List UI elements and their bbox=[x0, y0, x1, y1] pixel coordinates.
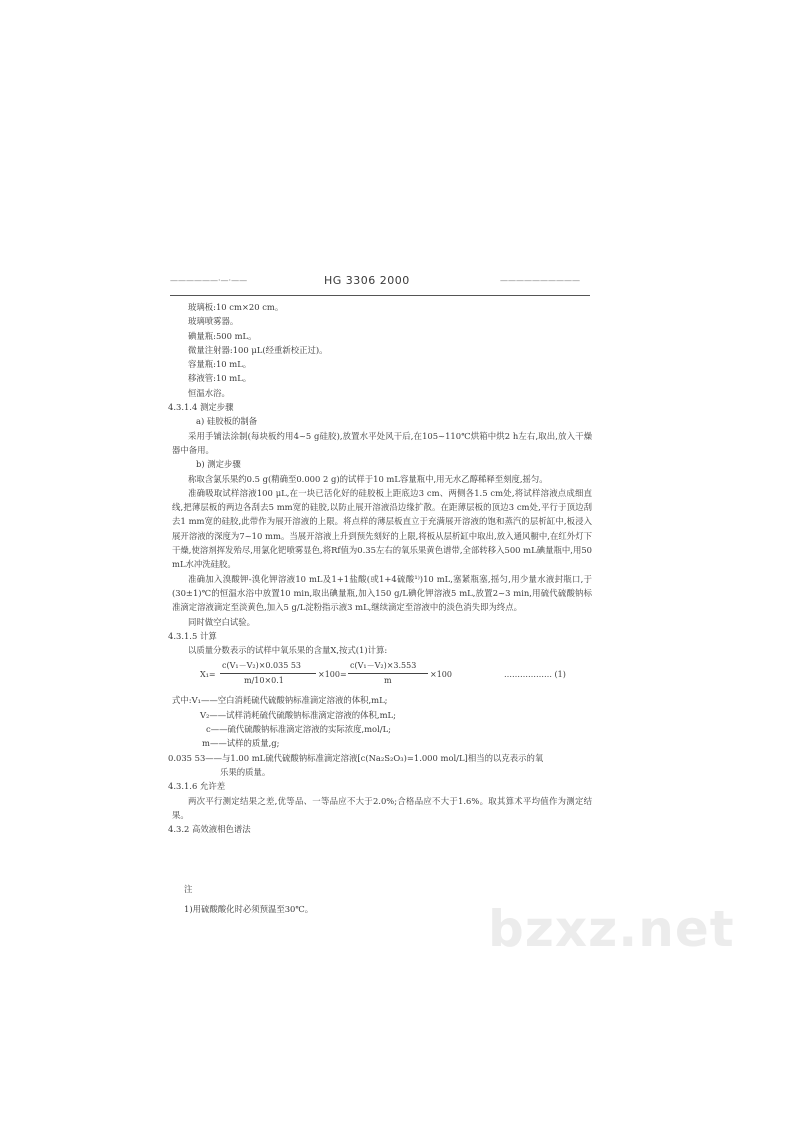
footnote-text: 1)用硫酸酸化时必须预温至30℃。 bbox=[184, 904, 314, 914]
legend-item: c——硫代硫酸钠标准滴定溶液的实际浓度,mol/L; bbox=[206, 724, 391, 735]
apparatus-item: 碘量瓶:500 mL。 bbox=[188, 330, 257, 341]
apparatus-item: 玻璃喷雾器。 bbox=[188, 316, 239, 327]
legend-item: 式中:V₁——空白消耗硫代硫酸钠标准滴定溶液的体积,mL; bbox=[172, 695, 388, 706]
paragraph: 同时做空白试验。 bbox=[188, 616, 255, 627]
formula-denominator: m bbox=[384, 676, 392, 686]
formula-tail: ×100 bbox=[430, 670, 452, 680]
header-right-rule: —————————— bbox=[500, 276, 580, 285]
legend-item: 0.035 53——与1.00 mL硫代硫酸钠标准滴定溶液[c(Na₂S₂O₃)=1.000 mol/L]相当的以克表示的氧 bbox=[168, 752, 544, 763]
formula-denominator: m/10×0.1 bbox=[244, 676, 284, 686]
section-heading: 4.3.2 高效液相色谱法 bbox=[168, 824, 251, 835]
section-heading: 4.3.1.5 计算 bbox=[168, 630, 217, 641]
document-body bbox=[168, 300, 592, 836]
paragraph: 称取含氯乐果约0.5 g(精确至0.000 2 g)的试样于10 mL容量瓶中,用无水乙醇稀释至刻度,摇匀。 bbox=[188, 473, 548, 484]
footnote bbox=[184, 879, 313, 919]
paragraph: 准确吸取试样溶液100 μL,在一块已活化好的硅胶板上距底边3 cm、两侧各1.5 cm处,将试样溶液点成细直线,把薄层板的两边各刮去5 mm宽的硅胶,以防止展开溶液沿边缘扩散。在距薄层板的顶边3 cm处,平行于顶边刮去1 mm宽的硅胶,此带作为展开溶液的上限。将点样的薄层板直立于充满展开溶液的饱和蒸汽的层析缸中,板浸入展开溶液的深度为7~10 mm。当展开溶液上升到预先刻好的上限,将板从层析缸中取出,放入通风橱中,在红外灯下干燥,使溶剂挥发殆尽,用氯化钯喷雾显色,将Rf值为0.35左右的氧乐果黄色谱带,全部转移入500 mL碘量瓶中,用50 mL水冲洗硅胶。 bbox=[172, 487, 592, 570]
apparatus-item: 恒温水浴。 bbox=[188, 387, 230, 398]
apparatus-item: 移液管:10 mL。 bbox=[188, 373, 252, 384]
paragraph: 准确加入溴酸钾-溴化钾溶液10 mL及1+1盐酸(或1+4硫酸¹⁾)10 mL,塞紧瓶塞,摇匀,用少量水液封瓶口,于(30±1)℃的恒温水浴中放置10 min,取出碘量瓶,加入150 g/L碘化钾溶液5 mL,放置2~3 min,用硫代硫酸钠标准滴定溶液滴定至淡黄色,加入5 g/L淀粉指示液3 mL,继续滴定至溶液中的淡色消失即为终点。 bbox=[172, 573, 592, 613]
footnote-label: 注 bbox=[184, 884, 193, 894]
formula-equation-1 bbox=[172, 659, 592, 689]
subsection-heading: b) 测定步骤 bbox=[196, 459, 241, 470]
paragraph: 两次平行测定结果之差,优等品、一等品应不大于2.0%;合格品应不大于1.6%。取其算术平均值作为测定结果。 bbox=[172, 795, 592, 820]
section-heading: 4.3.1.4 测定步骤 bbox=[168, 402, 234, 413]
formula-middle: ×100= bbox=[318, 670, 347, 680]
legend-item-continued: 乐果的质量。 bbox=[220, 766, 271, 777]
formula-lhs: X₁= bbox=[200, 670, 216, 680]
formula-intro: 以质量分数表示的试样中氧乐果的含量X,按式(1)计算: bbox=[188, 645, 388, 656]
apparatus-item: 容量瓶:10 mL。 bbox=[188, 359, 252, 370]
formula-numerator: c(V₁－V₂)×3.553 bbox=[350, 661, 417, 671]
apparatus-item: 玻璃板:10 cm×20 cm。 bbox=[188, 302, 284, 312]
header-left-rule: ——————·—·—— bbox=[170, 276, 248, 285]
subsection-heading: a) 硅胶板的制备 bbox=[196, 416, 258, 427]
formula-numerator: c(V₁－V₂)×0.035 53 bbox=[222, 661, 302, 671]
paragraph: 采用手铺法涂制(每块板约用4~5 g硅胶),放置水平处风干后,在105~110℃烘箱中烘2 h左右,取出,放入干燥器中备用。 bbox=[172, 430, 592, 455]
apparatus-item: 微量注射器:100 μL(经重新校正过)。 bbox=[188, 344, 328, 355]
watermark-text: bzxz.net bbox=[488, 900, 735, 958]
equation-number: ……………… (1) bbox=[504, 670, 566, 680]
header-standard-number: HG 3306 2000 bbox=[318, 274, 416, 287]
legend-item: V₂——试样消耗硫代硫酸钠标准滴定溶液的体积,mL; bbox=[200, 709, 396, 720]
section-heading: 4.3.1.6 允许差 bbox=[168, 781, 226, 792]
legend-item: m——试样的质量,g; bbox=[202, 738, 280, 749]
